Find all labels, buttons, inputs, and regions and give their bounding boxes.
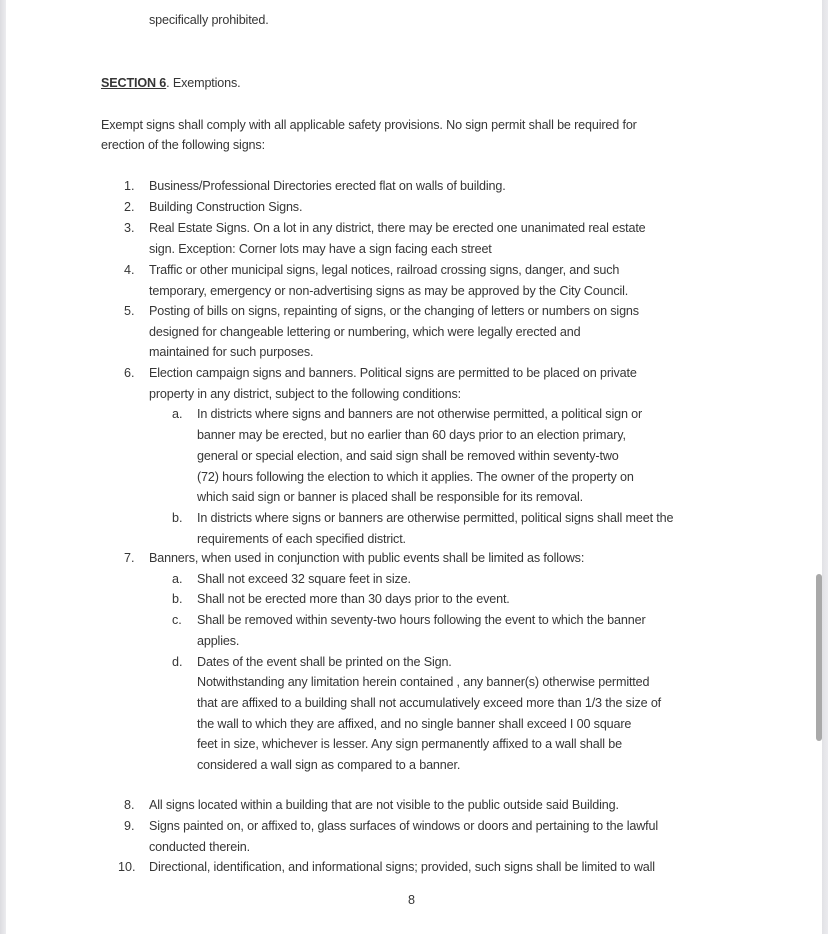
list-item-text: property in any district, subject to the following conditions:	[149, 386, 462, 401]
viewer-right-edge	[822, 0, 828, 934]
list-item-number: 6.	[124, 366, 135, 380]
carryover-text: specifically prohibited.	[149, 13, 269, 27]
list-item-number: 7.	[124, 551, 135, 565]
list-item-number: 10.	[118, 860, 136, 874]
page-number: 8	[408, 893, 416, 907]
list-item-text: sign. Exception: Corner lots may have a sign facing each street	[149, 241, 492, 256]
list-item-text: Banners, when used in conjunction with public events shall be limited as follows:	[149, 551, 585, 565]
sub-item-letter: c.	[172, 613, 182, 628]
sub-item-text: which said sign or banner is placed shall be responsible for its removal.	[197, 490, 583, 505]
sub-item-text: (72) hours following the election to which it applies. The owner of the property on	[197, 469, 634, 484]
sub-item-text: requirements of each specified district.	[197, 531, 406, 546]
list-item-number: 9.	[124, 819, 135, 833]
list-item-number: 4.	[124, 263, 135, 277]
sub-item-text: banner may be erected, but no earlier than 60 days prior to an election primary,	[197, 428, 626, 443]
list-item-number: 8.	[124, 798, 135, 812]
sub-item-text: Dates of the event shall be printed on the Sign.	[197, 654, 452, 669]
document-page	[6, 0, 822, 934]
sub-item-text: Shall not exceed 32 square feet in size.	[197, 571, 411, 586]
sub-item-letter: b.	[172, 510, 183, 525]
sub-item-text: In districts where signs or banners are otherwise permitted, political signs shall meet the	[197, 510, 674, 525]
sub-item-letter: b.	[172, 592, 183, 607]
intro-line: Exempt signs shall comply with all applicable safety provisions. No sign permit shall be required for	[101, 118, 637, 132]
list-item-text: designed for changeable lettering or numbering, which were legally erected and	[149, 324, 581, 339]
list-item-text: conducted therein.	[149, 839, 250, 854]
list-item-number: 3.	[124, 221, 135, 235]
section-heading	[101, 75, 241, 91]
list-item-text: Building Construction Signs.	[149, 200, 303, 214]
list-item-number: 1.	[124, 179, 135, 193]
sub-item-text: Shall be removed within seventy-two hours following the event to which the banner	[197, 613, 646, 628]
section-label: SECTION 6	[101, 76, 167, 90]
list-item-text: Real Estate Signs. On a lot in any district, there may be erected one unanimated real estate	[149, 221, 646, 235]
list-item-text: temporary, emergency or non-advertising signs as may be approved by the City Council.	[149, 283, 629, 298]
sub-item-text: that are affixed to a building shall not accumulatively exceed more than 1/3 the size of	[197, 695, 662, 710]
list-item-text: Business/Professional Directories erected flat on walls of building.	[149, 179, 506, 193]
sub-item-text: general or special election, and said sign shall be removed within seventy-two	[197, 448, 619, 463]
list-item-text: Election campaign signs and banners. Political signs are permitted to be placed on private	[149, 366, 637, 380]
sub-item-letter: a.	[172, 407, 183, 422]
sub-item-text: feet in size, whichever is lesser. Any sign permanently affixed to a wall shall be	[197, 737, 622, 752]
list-item-text: Traffic or other municipal signs, legal notices, railroad crossing signs, danger, and such	[149, 263, 620, 277]
list-item-text: Directional, identification, and informational signs; provided, such signs shall be limited to wall	[149, 860, 655, 874]
sub-item-letter: a.	[172, 571, 183, 586]
vertical-scrollbar-thumb[interactable]	[816, 574, 822, 741]
list-item-number: 5.	[124, 304, 135, 318]
intro-line: erection of the following signs:	[101, 138, 265, 152]
sub-item-text: considered a wall sign as compared to a banner.	[197, 758, 461, 772]
sub-item-text: Shall not be erected more than 30 days prior to the event.	[197, 592, 510, 607]
sub-item-text: applies.	[197, 633, 240, 648]
sub-item-letter: d.	[172, 654, 183, 669]
sub-item-text: the wall to which they are affixed, and no single banner shall exceed I 00 square	[197, 716, 632, 731]
list-item-text: Posting of bills on signs, repainting of signs, or the changing of letters or numbers on signs	[149, 304, 639, 318]
list-item-text: maintained for such purposes.	[149, 345, 314, 360]
list-item-text: Signs painted on, or affixed to, glass surfaces of windows or doors and pertaining to the lawful	[149, 819, 659, 833]
sub-item-text: Notwithstanding any limitation herein contained , any banner(s) otherwise permitted	[197, 675, 650, 690]
section-separator: .	[166, 76, 170, 90]
list-item-text: All signs located within a building that are not visible to the public outside said Building.	[149, 798, 619, 812]
section-title: Exemptions.	[172, 76, 241, 90]
list-item-number: 2.	[124, 200, 135, 214]
sub-item-text: In districts where signs and banners are not otherwise permitted, a political sign or	[197, 407, 643, 422]
